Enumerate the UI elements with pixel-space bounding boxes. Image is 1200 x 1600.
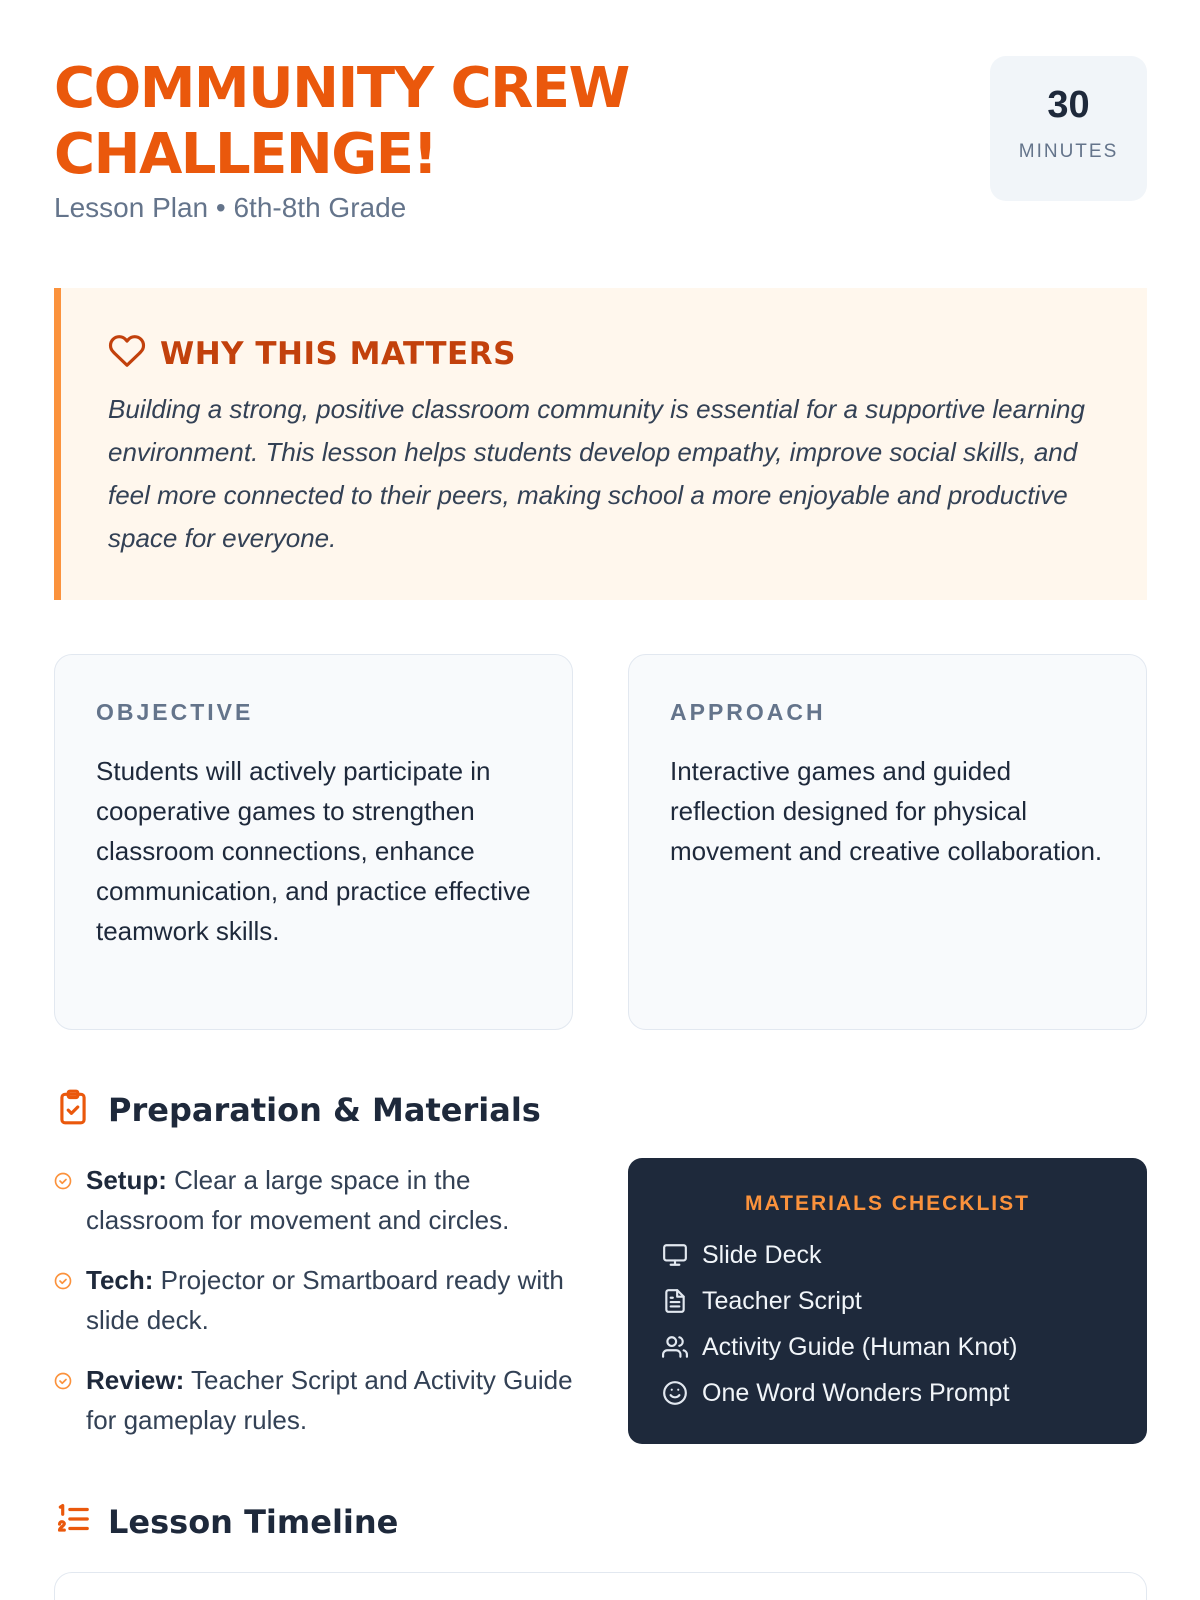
prep-item-label: Review: xyxy=(86,1365,185,1395)
approach-text: Interactive games and guided reflection designed for physical movement and creative collaboration. xyxy=(670,756,1103,866)
prep-list xyxy=(54,1160,574,1460)
prep-item-review xyxy=(54,1360,574,1440)
why-this-matters-box xyxy=(54,288,1147,600)
approach-card xyxy=(628,654,1147,1030)
document-icon xyxy=(662,1288,688,1314)
check-circle-icon xyxy=(54,1172,72,1190)
why-title: WHY THIS MATTERS xyxy=(160,335,516,372)
materials-title: MATERIALS CHECKLIST xyxy=(745,1192,1030,1215)
material-item-prompt xyxy=(662,1370,1017,1416)
prep-item-label: Tech: xyxy=(86,1265,154,1295)
why-heading xyxy=(108,332,516,375)
material-item-activity-guide xyxy=(662,1324,1017,1370)
numbered-list-icon xyxy=(54,1500,92,1543)
prep-item-tech xyxy=(54,1260,574,1340)
page-subtitle: Lesson Plan • 6th-8th Grade xyxy=(54,192,407,223)
objective-label: OBJECTIVE xyxy=(96,699,254,725)
material-item-slide-deck xyxy=(662,1232,1017,1278)
timeline-heading xyxy=(54,1500,398,1543)
prep-item-label: Setup: xyxy=(86,1165,167,1195)
timeline-card xyxy=(54,1572,1147,1600)
heart-icon xyxy=(108,332,146,375)
check-circle-icon xyxy=(54,1272,72,1290)
material-label: Activity Guide (Human Knot) xyxy=(702,1332,1018,1361)
approach-label: APPROACH xyxy=(670,699,826,725)
page-title: COMMUNITY CREW CHALLENGE! xyxy=(54,56,629,187)
material-label: Teacher Script xyxy=(702,1286,862,1315)
smile-icon xyxy=(662,1380,688,1406)
duration-value: 30 xyxy=(1047,84,1090,126)
prep-heading xyxy=(54,1088,541,1131)
why-text: Building a strong, positive classroom community is essential for a supportive learning environment. This lesson helps students develop empathy, improve social skills, and feel more connected to their peers, making school a more enjoyable and productive space for everyone. xyxy=(108,394,1085,553)
monitor-icon xyxy=(662,1242,688,1268)
duration-unit: MINUTES xyxy=(1018,141,1119,162)
check-circle-icon xyxy=(54,1372,72,1390)
timeline-title: Lesson Timeline xyxy=(108,1502,399,1541)
materials-checklist xyxy=(628,1158,1147,1444)
prep-title: Preparation & Materials xyxy=(108,1090,541,1129)
prep-item-text: Teacher Script and Activity Guide for gameplay rules. xyxy=(86,1365,573,1435)
prep-item-setup xyxy=(54,1160,574,1240)
prep-item-text: Projector or Smartboard ready with slide deck. xyxy=(86,1265,564,1335)
lesson-plan-page xyxy=(54,0,1147,1600)
material-label: One Word Wonders Prompt xyxy=(702,1378,1010,1407)
materials-list xyxy=(662,1232,1017,1416)
material-label: Slide Deck xyxy=(702,1240,822,1269)
users-icon xyxy=(662,1334,688,1360)
prep-item-text: Clear a large space in the classroom for movement and circles. xyxy=(86,1165,510,1235)
objective-text: Students will actively participate in cooperative games to strengthen classroom connections, enhance communication, and practice effective teamwork skills. xyxy=(96,756,531,946)
objective-card xyxy=(54,654,573,1030)
header xyxy=(54,56,1147,236)
material-item-teacher-script xyxy=(662,1278,1017,1324)
duration-badge xyxy=(990,56,1147,201)
clipboard-check-icon xyxy=(54,1088,92,1131)
